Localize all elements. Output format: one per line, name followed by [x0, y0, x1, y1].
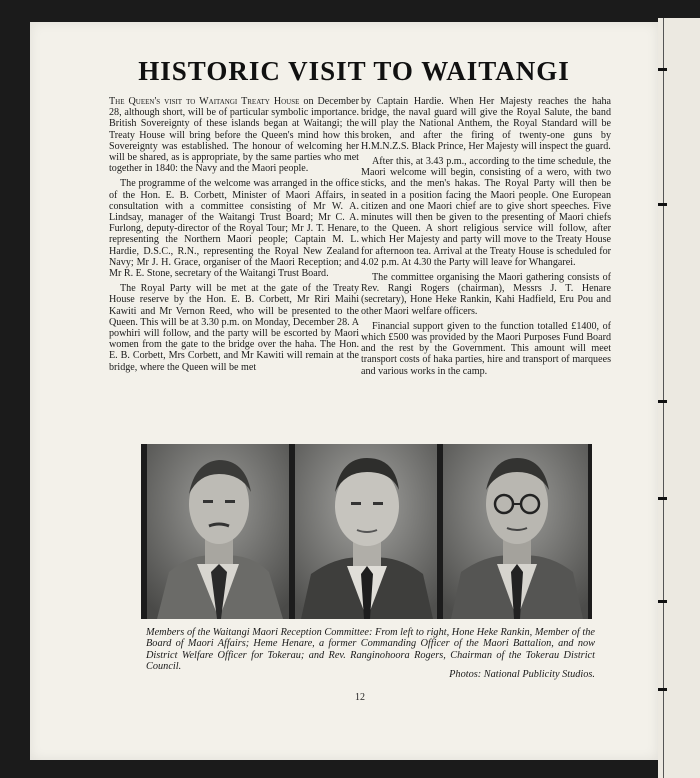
paragraph-6: The committee organising the Maori gathering consists of Rev. Rangi Rogers (chairman), Messrs J. T. Henare (secretary), Hone Heke Rankin, Kahi Hadfield, Eru Pou and other Maori welfare officers. — [361, 272, 611, 317]
paragraph-1 — [109, 96, 359, 174]
portrait-strip — [141, 444, 592, 619]
paragraph-4: by Captain Hardie. When Her Majesty reaches the haha bridge, the naval guard will give the Royal Salute, the band will play the National Anthem, the Royal Standard will be broken, and after the firing of twenty-one guns by H.M.N.Z.S. Black Prince, Her Majesty will inspect the guard. — [361, 96, 611, 152]
article-column-right — [361, 96, 611, 377]
portrait-photo-center — [295, 444, 437, 619]
paragraph-7: Financial support given to the function totalled £1400, of which £500 was provided by the Maori Purposes Fund Board and the rest by the Government. This amount will meet transport costs of haka parties, hire and transport of marquees and various works in the camp. — [361, 320, 611, 377]
portrait-photo-right — [443, 444, 588, 619]
page-number: 12 — [355, 692, 365, 703]
paragraph-1-lead-in: The Queen's visit to Waitangi Treaty House — [109, 96, 300, 107]
photo-caption: Members of the Waitangi Maori Reception Committee: From left to right, Hone Heke Rankin, Member of the Board of Maori Affairs; Heme Henare, a former Commanding Officer of the Maori Battalion, and now District Welfare Officer for Tokerau; and Rev. Ranginohoora Rogers, Chairman of the Tokerau District Council. — [146, 627, 595, 673]
paragraph-1-body: on December 28, although short, will be of particular symbolic importance. British Sovereignty of these islands began at Waitangi; the Treaty House will bring before the Queen's mind how this Sovereignty was established. The honour of welcoming her will be shared, as is appropriate, by the same parties who met together in 1840: the Navy and the Maori people. — [109, 96, 359, 175]
paragraph-5: After this, at 3.43 p.m., according to the time schedule, the Maori welcome will begin, consisting of a wero, with two sticks, and the men's hakas. The Royal Party will then be seated in a position facing the Maori people. One European citizen and one Maori chief are to give short speeches. Five minutes will then be given to the presenting of Maori chiefs to the Queen. A short religious service will follow, after which Her Majesty and party will move to the Treaty House for afternoon tea. Arrival at the Treaty House is scheduled for 4.02 p.m. At 4.30 the Party will leave for Whangarei. — [361, 156, 611, 268]
binding-edge-line — [663, 18, 664, 778]
paragraph-3: The Royal Party will be met at the gate of the Treaty House reserve by the Hon. E. B. Corbett, Mr Riri Maihi Kawiti and Mr Vernon Reed, who will be presented to the Queen. This will be at 3.30 p.m. on Monday, December 28. A powhiri will follow, and the party will be escorted by Maori women from the gate to the bridge over the haha. The Hon. E. B. Corbett, Mrs Corbett, and Mr Kawiti will remain at the bridge, where the Queen will be met — [109, 283, 359, 373]
article-title: HISTORIC VISIT TO WAITANGI — [138, 56, 570, 86]
binding-spine — [658, 18, 700, 778]
photo-credit: Photos: National Publicity Studios. — [449, 669, 595, 680]
paragraph-2: The programme of the welcome was arranged in the office of the Hon. E. B. Corbett, Minister of Maori Affairs, in consultation with a committee consisting of Mr W. A. Lindsay, manager of the Waitangi Trust Board; Mr C. A. Furlong, deputy-director of the Royal Tour; Mr J. T. Henare, representing the Northern Maori people; Captain M. L. Hardie, D.S.C., R.N., representing the Royal New Zealand Navy; Mr J. H. Grace, organiser of the Maori Reception; and Mr R. E. Stone, secretary of the Waitangi Trust Board. — [109, 178, 359, 280]
portrait-photo-left — [147, 444, 289, 619]
article-column-left — [109, 96, 359, 373]
